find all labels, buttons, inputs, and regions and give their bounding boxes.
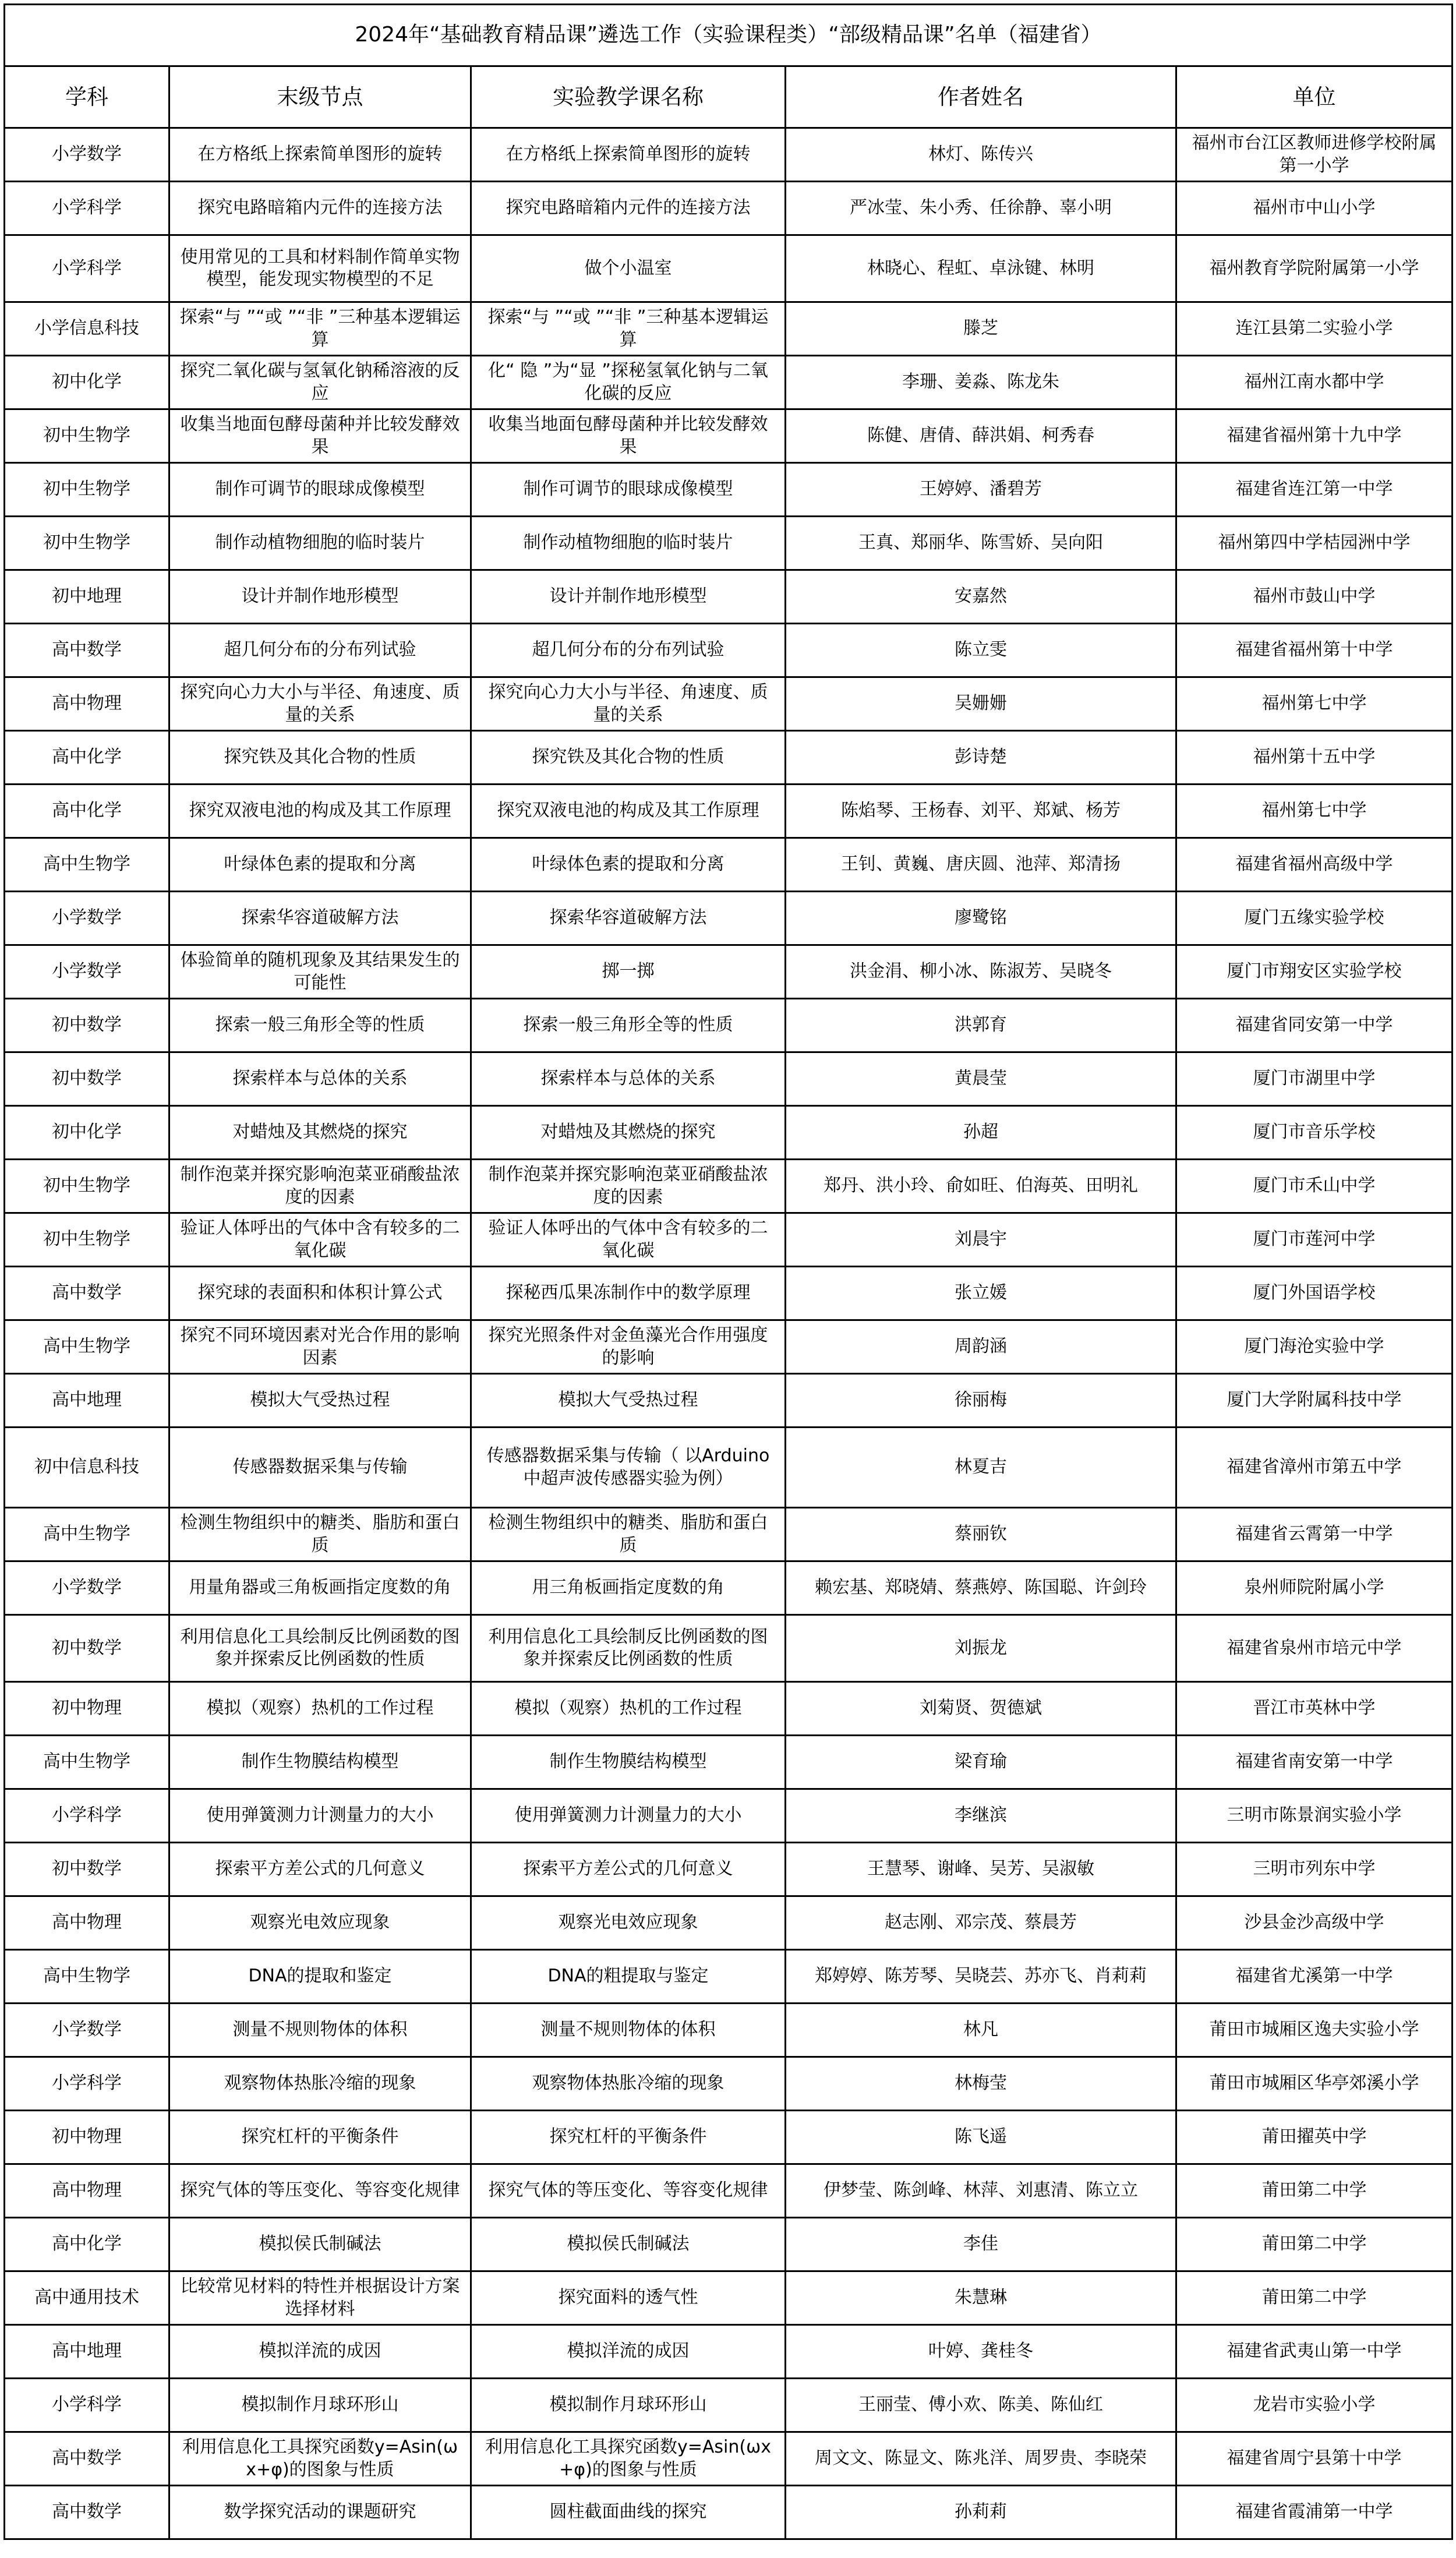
table-row: [5, 2218, 1453, 2271]
lesson-cell: 设计并制作地形模型: [471, 570, 786, 624]
lesson-cell: 使用弹簧测力计测量力的大小: [471, 1789, 786, 1843]
subject-cell: 高中数学: [5, 2486, 169, 2539]
unit-cell: 厦门市翔安区实验学校: [1176, 945, 1453, 999]
unit-cell: 莆田擢英中学: [1176, 2111, 1453, 2164]
subject-cell: 初中地理: [5, 570, 169, 624]
lesson-cell: 测量不规则物体的体积: [471, 2004, 786, 2057]
node-cell: 探究二氧化碳与氢氧化钠稀溶液的反应: [169, 356, 471, 409]
unit-cell: 厦门市禾山中学: [1176, 1160, 1453, 1213]
table-row: [5, 1267, 1453, 1320]
authors-cell: 吴姗姗: [786, 677, 1176, 731]
unit-cell: 福州江南水都中学: [1176, 356, 1453, 409]
document-title: 2024年“基础教育精品课”遴选工作（实验课程类）“部级精品课”名单（福建省）: [5, 5, 1453, 66]
subject-cell: 初中化学: [5, 356, 169, 409]
node-cell: 模拟（观察）热机的工作过程: [169, 1682, 471, 1736]
lesson-cell: 模拟（观察）热机的工作过程: [471, 1682, 786, 1736]
node-cell: 收集当地面包酵母菌种并比较发酵效果: [169, 409, 471, 463]
authors-cell: 滕芝: [786, 302, 1176, 356]
unit-cell: 三明市陈景润实验小学: [1176, 1789, 1453, 1843]
node-cell: 探究杠杆的平衡条件: [169, 2111, 471, 2164]
subject-cell: 高中数学: [5, 2432, 169, 2486]
node-cell: 探究双液电池的构成及其工作原理: [169, 785, 471, 838]
authors-cell: 伊梦莹、陈剑峰、林萍、刘惠清、陈立立: [786, 2164, 1176, 2218]
unit-cell: 厦门市莲河中学: [1176, 1213, 1453, 1267]
subject-cell: 高中通用技术: [5, 2271, 169, 2325]
lesson-cell: 探索一般三角形全等的性质: [471, 999, 786, 1052]
table-row: [5, 570, 1453, 624]
lesson-cell: 收集当地面包酵母菌种并比较发酵效果: [471, 409, 786, 463]
node-cell: 利用信息化工具绘制反比例函数的图象并探索反比例函数的性质: [169, 1615, 471, 1682]
lesson-cell: 探究向心力大小与半径、角速度、质量的关系: [471, 677, 786, 731]
lesson-cell: 模拟制作月球环形山: [471, 2379, 786, 2432]
table-row: [5, 409, 1453, 463]
lesson-cell: 模拟侯氏制碱法: [471, 2218, 786, 2271]
table-row: [5, 1374, 1453, 1428]
authors-cell: 徐丽梅: [786, 1374, 1176, 1428]
unit-cell: 福建省福州第十九中学: [1176, 409, 1453, 463]
node-cell: 超几何分布的分布列试验: [169, 624, 471, 677]
unit-cell: 福建省福州第十中学: [1176, 624, 1453, 677]
unit-cell: 沙县金沙高级中学: [1176, 1896, 1453, 1950]
subject-cell: 高中物理: [5, 1896, 169, 1950]
lesson-cell: 超几何分布的分布列试验: [471, 624, 786, 677]
lesson-cell: 制作生物膜结构模型: [471, 1736, 786, 1789]
unit-cell: 福建省漳州市第五中学: [1176, 1428, 1453, 1508]
unit-cell: 连江县第二实验小学: [1176, 302, 1453, 356]
authors-cell: 叶婷、龚桂冬: [786, 2325, 1176, 2379]
authors-cell: 王真、郑丽华、陈雪娇、吴向阳: [786, 517, 1176, 570]
lesson-cell: 检测生物组织中的糖类、脂肪和蛋白质: [471, 1508, 786, 1561]
lesson-cell: 探究面料的透气性: [471, 2271, 786, 2325]
node-cell: 探究不同环境因素对光合作用的影响因素: [169, 1320, 471, 1374]
subject-cell: 高中地理: [5, 1374, 169, 1428]
table-row: [5, 785, 1453, 838]
subject-cell: 小学科学: [5, 235, 169, 302]
node-cell: 体验简单的随机现象及其结果发生的可能性: [169, 945, 471, 999]
node-cell: 传感器数据采集与传输: [169, 1428, 471, 1508]
table-row: [5, 731, 1453, 785]
table-row: [5, 2164, 1453, 2218]
node-cell: 比较常见材料的特性并根据设计方案选择材料: [169, 2271, 471, 2325]
node-cell: 模拟大气受热过程: [169, 1374, 471, 1428]
subject-cell: 初中生物学: [5, 409, 169, 463]
lesson-cell: 用三角板画指定度数的角: [471, 1561, 786, 1615]
node-cell: 叶绿体色素的提取和分离: [169, 838, 471, 892]
lesson-cell: 利用信息化工具绘制反比例函数的图象并探索反比例函数的性质: [471, 1615, 786, 1682]
table-row: [5, 624, 1453, 677]
authors-cell: 彭诗楚: [786, 731, 1176, 785]
lesson-cell: 模拟洋流的成因: [471, 2325, 786, 2379]
unit-cell: 福建省周宁县第十中学: [1176, 2432, 1453, 2486]
node-cell: 探究球的表面积和体积计算公式: [169, 1267, 471, 1320]
node-cell: 数学探究活动的课题研究: [169, 2486, 471, 2539]
lesson-cell: 探秘西瓜果冻制作中的数学原理: [471, 1267, 786, 1320]
table-row: [5, 356, 1453, 409]
node-cell: 设计并制作地形模型: [169, 570, 471, 624]
subject-cell: 小学信息科技: [5, 302, 169, 356]
subject-cell: 初中生物学: [5, 1160, 169, 1213]
authors-cell: 李珊、姜淼、陈龙朱: [786, 356, 1176, 409]
subject-cell: 高中物理: [5, 2164, 169, 2218]
authors-cell: 郑婷婷、陈芳琴、吴晓芸、苏亦飞、肖莉莉: [786, 1950, 1176, 2004]
subject-cell: 小学科学: [5, 2379, 169, 2432]
subject-cell: 高中生物学: [5, 1950, 169, 2004]
unit-cell: 泉州师院附属小学: [1176, 1561, 1453, 1615]
node-cell: 模拟制作月球环形山: [169, 2379, 471, 2432]
node-cell: 测量不规则物体的体积: [169, 2004, 471, 2057]
table-row: [5, 1160, 1453, 1213]
subject-cell: 初中数学: [5, 999, 169, 1052]
node-cell: 利用信息化工具探究函数y=Asin(ωx+φ)的图象与性质: [169, 2432, 471, 2486]
lesson-cell: DNA的粗提取与鉴定: [471, 1950, 786, 2004]
table-row: [5, 2486, 1453, 2539]
node-cell: 探究向心力大小与半径、角速度、质量的关系: [169, 677, 471, 731]
table-row: [5, 2325, 1453, 2379]
subject-cell: 小学数学: [5, 892, 169, 945]
table-row: [5, 1789, 1453, 1843]
authors-cell: 林夏吉: [786, 1428, 1176, 1508]
table-row: [5, 2271, 1453, 2325]
node-cell: 用量角器或三角板画指定度数的角: [169, 1561, 471, 1615]
table-row: [5, 1428, 1453, 1508]
table-row: [5, 1320, 1453, 1374]
subject-cell: 初中信息科技: [5, 1428, 169, 1508]
column-header-node: 末级节点: [169, 66, 471, 128]
table-row: [5, 1052, 1453, 1106]
authors-cell: 刘晨宇: [786, 1213, 1176, 1267]
unit-cell: 厦门外国语学校: [1176, 1267, 1453, 1320]
node-cell: 制作生物膜结构模型: [169, 1736, 471, 1789]
unit-cell: 福州市台江区教师进修学校附属第一小学: [1176, 128, 1453, 182]
table-row: [5, 463, 1453, 517]
node-cell: 探索平方差公式的几何意义: [169, 1843, 471, 1896]
header-row: [5, 66, 1453, 128]
authors-cell: 张立媛: [786, 1267, 1176, 1320]
node-cell: 模拟洋流的成因: [169, 2325, 471, 2379]
subject-cell: 初中化学: [5, 1106, 169, 1160]
subject-cell: 小学数学: [5, 128, 169, 182]
table-row: [5, 2111, 1453, 2164]
lesson-cell: 探究双液电池的构成及其工作原理: [471, 785, 786, 838]
unit-cell: 莆田市城厢区华亭郊溪小学: [1176, 2057, 1453, 2111]
unit-cell: 厦门大学附属科技中学: [1176, 1374, 1453, 1428]
table-row: [5, 1213, 1453, 1267]
node-cell: 探索一般三角形全等的性质: [169, 999, 471, 1052]
subject-cell: 高中化学: [5, 2218, 169, 2271]
subject-cell: 高中生物学: [5, 838, 169, 892]
node-cell: 探究电路暗箱内元件的连接方法: [169, 182, 471, 235]
authors-cell: 林晓心、程虹、卓泳键、林明: [786, 235, 1176, 302]
table-row: [5, 1561, 1453, 1615]
node-cell: 探究铁及其化合物的性质: [169, 731, 471, 785]
column-header-lesson: 实验教学课名称: [471, 66, 786, 128]
table-body: [5, 128, 1453, 2539]
node-cell: 探索样本与总体的关系: [169, 1052, 471, 1106]
subject-cell: 高中化学: [5, 731, 169, 785]
authors-cell: 林凡: [786, 2004, 1176, 2057]
subject-cell: 高中地理: [5, 2325, 169, 2379]
table-row: [5, 182, 1453, 235]
lesson-cell: 化“ 隐 ”为“显 ”探秘氢氧化钠与二氧化碳的反应: [471, 356, 786, 409]
node-cell: 模拟侯氏制碱法: [169, 2218, 471, 2271]
authors-cell: 郑丹、洪小玲、俞如旺、伯海英、田明礼: [786, 1160, 1176, 1213]
lesson-cell: 传感器数据采集与传输（ 以Arduino中超声波传感器实验为例）: [471, 1428, 786, 1508]
lesson-cell: 探究电路暗箱内元件的连接方法: [471, 182, 786, 235]
table-row: [5, 1508, 1453, 1561]
unit-cell: 福建省南安第一中学: [1176, 1736, 1453, 1789]
table-row: [5, 1950, 1453, 2004]
lesson-cell: 探索“与 ”“或 ”“非 ”三种基本逻辑运算: [471, 302, 786, 356]
table-row: [5, 517, 1453, 570]
lesson-cell: 制作动植物细胞的临时装片: [471, 517, 786, 570]
unit-cell: 厦门五缘实验学校: [1176, 892, 1453, 945]
table-row: [5, 1682, 1453, 1736]
lesson-cell: 探索平方差公式的几何意义: [471, 1843, 786, 1896]
subject-cell: 小学数学: [5, 1561, 169, 1615]
table-row: [5, 2004, 1453, 2057]
selection-table: [3, 3, 1453, 2540]
unit-cell: 莆田市城厢区逸夫实验小学: [1176, 2004, 1453, 2057]
column-header-unit: 单位: [1176, 66, 1453, 128]
node-cell: 检测生物组织中的糖类、脂肪和蛋白质: [169, 1508, 471, 1561]
authors-cell: 王婷婷、潘碧芳: [786, 463, 1176, 517]
authors-cell: 刘菊贤、贺德斌: [786, 1682, 1176, 1736]
unit-cell: 福建省福州高级中学: [1176, 838, 1453, 892]
unit-cell: 福州教育学院附属第一小学: [1176, 235, 1453, 302]
subject-cell: 初中生物学: [5, 1213, 169, 1267]
subject-cell: 初中数学: [5, 1615, 169, 1682]
lesson-cell: 探索华容道破解方法: [471, 892, 786, 945]
subject-cell: 高中数学: [5, 1267, 169, 1320]
node-cell: 制作动植物细胞的临时装片: [169, 517, 471, 570]
lesson-cell: 探究气体的等压变化、等容变化规律: [471, 2164, 786, 2218]
unit-cell: 福建省尤溪第一中学: [1176, 1950, 1453, 2004]
lesson-cell: 对蜡烛及其燃烧的探究: [471, 1106, 786, 1160]
authors-cell: 黄晨莹: [786, 1052, 1176, 1106]
subject-cell: 初中物理: [5, 2111, 169, 2164]
node-cell: 探索华容道破解方法: [169, 892, 471, 945]
node-cell: 探索“与 ”“或 ”“非 ”三种基本逻辑运算: [169, 302, 471, 356]
table-row: [5, 945, 1453, 999]
node-cell: 验证人体呼出的气体中含有较多的二氧化碳: [169, 1213, 471, 1267]
table-row: [5, 2057, 1453, 2111]
table-row: [5, 2432, 1453, 2486]
unit-cell: 福州第七中学: [1176, 785, 1453, 838]
authors-cell: 陈飞遥: [786, 2111, 1176, 2164]
unit-cell: 晋江市英林中学: [1176, 1682, 1453, 1736]
node-cell: 制作泡菜并探究影响泡菜亚硝酸盐浓度的因素: [169, 1160, 471, 1213]
lesson-cell: 探究铁及其化合物的性质: [471, 731, 786, 785]
unit-cell: 福州市鼓山中学: [1176, 570, 1453, 624]
authors-cell: 廖鹭铭: [786, 892, 1176, 945]
subject-cell: 小学科学: [5, 2057, 169, 2111]
table-row: [5, 235, 1453, 302]
subject-cell: 初中数学: [5, 1052, 169, 1106]
node-cell: DNA的提取和鉴定: [169, 1950, 471, 2004]
authors-cell: 刘振龙: [786, 1615, 1176, 1682]
lesson-cell: 探究杠杆的平衡条件: [471, 2111, 786, 2164]
authors-cell: 梁育瑜: [786, 1736, 1176, 1789]
lesson-cell: 做个小温室: [471, 235, 786, 302]
authors-cell: 孙超: [786, 1106, 1176, 1160]
authors-cell: 洪金涓、柳小冰、陈淑芳、吴晓冬: [786, 945, 1176, 999]
lesson-cell: 利用信息化工具探究函数y=Asin(ωx+φ)的图象与性质: [471, 2432, 786, 2486]
table-row: [5, 1896, 1453, 1950]
column-header-authors: 作者姓名: [786, 66, 1176, 128]
unit-cell: 福建省武夷山第一中学: [1176, 2325, 1453, 2379]
lesson-cell: 掷一掷: [471, 945, 786, 999]
table-row: [5, 1615, 1453, 1682]
lesson-cell: 验证人体呼出的气体中含有较多的二氧化碳: [471, 1213, 786, 1267]
unit-cell: 福建省泉州市培元中学: [1176, 1615, 1453, 1682]
authors-cell: 洪郭育: [786, 999, 1176, 1052]
authors-cell: 林灯、陈传兴: [786, 128, 1176, 182]
unit-cell: 莆田第二中学: [1176, 2218, 1453, 2271]
authors-cell: 陈健、唐倩、薛洪娟、柯秀春: [786, 409, 1176, 463]
authors-cell: 王慧琴、谢峰、吴芳、吴淑敏: [786, 1843, 1176, 1896]
table-row: [5, 892, 1453, 945]
unit-cell: 厦门市音乐学校: [1176, 1106, 1453, 1160]
subject-cell: 初中物理: [5, 1682, 169, 1736]
unit-cell: 福建省同安第一中学: [1176, 999, 1453, 1052]
authors-cell: 李佳: [786, 2218, 1176, 2271]
table-row: [5, 999, 1453, 1052]
lesson-cell: 制作泡菜并探究影响泡菜亚硝酸盐浓度的因素: [471, 1160, 786, 1213]
unit-cell: 福州第十五中学: [1176, 731, 1453, 785]
authors-cell: 林梅莹: [786, 2057, 1176, 2111]
table-row: [5, 2379, 1453, 2432]
lesson-cell: 观察光电效应现象: [471, 1896, 786, 1950]
authors-cell: 王钊、黄巍、唐庆圆、池萍、郑清扬: [786, 838, 1176, 892]
table-row: [5, 838, 1453, 892]
authors-cell: 陈焰琴、王杨春、刘平、郑斌、杨芳: [786, 785, 1176, 838]
lesson-cell: 叶绿体色素的提取和分离: [471, 838, 786, 892]
lesson-cell: 圆柱截面曲线的探究: [471, 2486, 786, 2539]
node-cell: 对蜡烛及其燃烧的探究: [169, 1106, 471, 1160]
subject-cell: 高中物理: [5, 677, 169, 731]
authors-cell: 朱慧琳: [786, 2271, 1176, 2325]
table-row: [5, 1843, 1453, 1896]
lesson-cell: 模拟大气受热过程: [471, 1374, 786, 1428]
table-row: [5, 1106, 1453, 1160]
subject-cell: 高中数学: [5, 624, 169, 677]
unit-cell: 龙岩市实验小学: [1176, 2379, 1453, 2432]
unit-cell: 福建省霞浦第一中学: [1176, 2486, 1453, 2539]
authors-cell: 蔡丽钦: [786, 1508, 1176, 1561]
unit-cell: 莆田第二中学: [1176, 2271, 1453, 2325]
table-row: [5, 1736, 1453, 1789]
lesson-cell: 观察物体热胀冷缩的现象: [471, 2057, 786, 2111]
table-row: [5, 302, 1453, 356]
subject-cell: 小学科学: [5, 182, 169, 235]
subject-cell: 小学科学: [5, 1789, 169, 1843]
unit-cell: 三明市列东中学: [1176, 1843, 1453, 1896]
authors-cell: 王丽莹、傅小欢、陈美、陈仙红: [786, 2379, 1176, 2432]
unit-cell: 厦门海沧实验中学: [1176, 1320, 1453, 1374]
unit-cell: 福州第四中学桔园洲中学: [1176, 517, 1453, 570]
node-cell: 使用弹簧测力计测量力的大小: [169, 1789, 471, 1843]
subject-cell: 高中生物学: [5, 1736, 169, 1789]
table-row: [5, 677, 1453, 731]
lesson-cell: 探究光照条件对金鱼藻光合作用强度的影响: [471, 1320, 786, 1374]
subject-cell: 高中化学: [5, 785, 169, 838]
subject-cell: 高中生物学: [5, 1320, 169, 1374]
unit-cell: 福州第七中学: [1176, 677, 1453, 731]
subject-cell: 初中数学: [5, 1843, 169, 1896]
authors-cell: 严冰莹、朱小秀、任徐静、辜小明: [786, 182, 1176, 235]
node-cell: 制作可调节的眼球成像模型: [169, 463, 471, 517]
subject-cell: 高中生物学: [5, 1508, 169, 1561]
authors-cell: 赖宏基、郑晓婧、蔡燕婷、陈国聪、许剑玲: [786, 1561, 1176, 1615]
lesson-cell: 探索样本与总体的关系: [471, 1052, 786, 1106]
node-cell: 探究气体的等压变化、等容变化规律: [169, 2164, 471, 2218]
node-cell: 在方格纸上探索简单图形的旋转: [169, 128, 471, 182]
unit-cell: 厦门市湖里中学: [1176, 1052, 1453, 1106]
authors-cell: 陈立雯: [786, 624, 1176, 677]
authors-cell: 周文文、陈显文、陈兆洋、周罗贵、李晓荣: [786, 2432, 1176, 2486]
subject-cell: 初中生物学: [5, 463, 169, 517]
unit-cell: 福建省连江第一中学: [1176, 463, 1453, 517]
authors-cell: 孙莉莉: [786, 2486, 1176, 2539]
lesson-cell: 在方格纸上探索简单图形的旋转: [471, 128, 786, 182]
column-header-subject: 学科: [5, 66, 169, 128]
authors-cell: 周韵涵: [786, 1320, 1176, 1374]
subject-cell: 小学数学: [5, 945, 169, 999]
unit-cell: 莆田第二中学: [1176, 2164, 1453, 2218]
document: [3, 3, 1451, 2540]
authors-cell: 安嘉然: [786, 570, 1176, 624]
subject-cell: 小学数学: [5, 2004, 169, 2057]
subject-cell: 初中生物学: [5, 517, 169, 570]
unit-cell: 福州市中山小学: [1176, 182, 1453, 235]
table-row: [5, 128, 1453, 182]
authors-cell: 李继滨: [786, 1789, 1176, 1843]
node-cell: 观察物体热胀冷缩的现象: [169, 2057, 471, 2111]
node-cell: 观察光电效应现象: [169, 1896, 471, 1950]
unit-cell: 福建省云霄第一中学: [1176, 1508, 1453, 1561]
node-cell: 使用常见的工具和材料制作简单实物模型，能发现实物模型的不足: [169, 235, 471, 302]
lesson-cell: 制作可调节的眼球成像模型: [471, 463, 786, 517]
authors-cell: 赵志刚、邓宗茂、蔡晨芳: [786, 1896, 1176, 1950]
